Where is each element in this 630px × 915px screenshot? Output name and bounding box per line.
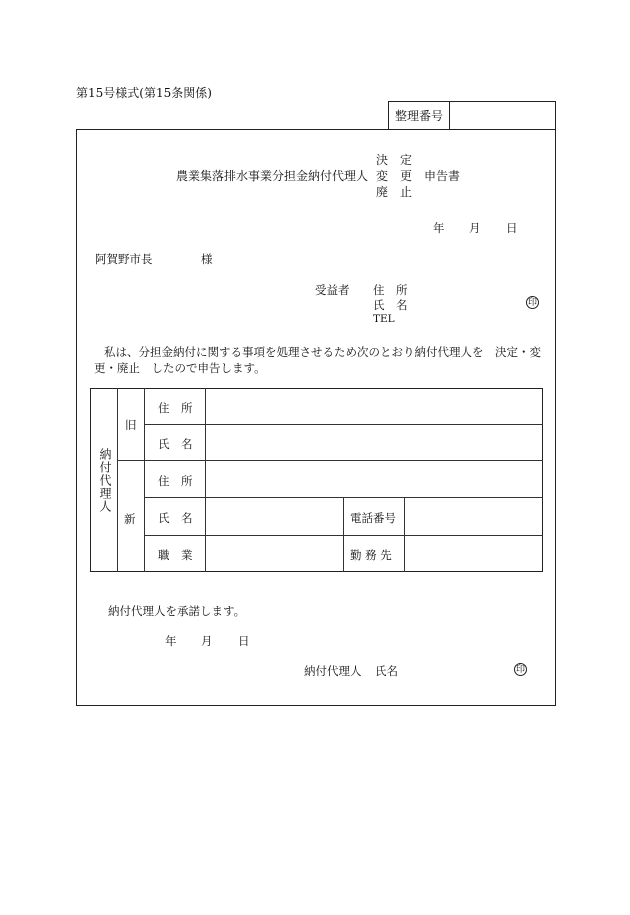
date-month: 月 — [469, 221, 481, 235]
title-option-henko: 変 更 — [376, 169, 413, 183]
table-vline-3 — [205, 388, 206, 572]
consent-name-label: 氏名 — [375, 664, 398, 678]
applicant-label: 受益者 — [315, 283, 350, 297]
addressee-name: 阿賀野市長 — [95, 252, 153, 266]
body-text-line1: 私は、分担金納付に関する事項を処理させるため次のとおり納付代理人を 決定・変 — [104, 345, 541, 359]
title-suffix: 申告書 — [424, 169, 461, 183]
title-option-haishi: 廃 止 — [376, 185, 413, 199]
applicant-tel-label: TEL — [373, 313, 395, 325]
addressee-honorific: 様 — [201, 252, 213, 266]
table-vline-2 — [144, 388, 145, 572]
applicant-address-label: 住 所 — [373, 283, 408, 297]
table-hline-2 — [117, 460, 543, 461]
consent-text: 納付代理人を承諾します。 — [108, 604, 246, 618]
seiri-bango-label: 整理番号 — [394, 109, 443, 123]
seiri-bango-box — [388, 101, 556, 130]
applicant-name-label: 氏 名 — [373, 298, 408, 312]
table-old-address-label: 住 所 — [158, 401, 193, 415]
table-hline-1 — [144, 424, 543, 425]
table-new-occupation-label: 職 業 — [158, 548, 193, 562]
applicant-seal-icon: 印 — [527, 298, 537, 308]
table-new-name-label: 氏 名 — [158, 511, 193, 525]
consent-seal-icon: 印 — [515, 665, 525, 675]
consent-agent-label: 納付代理人 — [304, 664, 362, 678]
table-hline-3 — [144, 497, 543, 498]
table-new-phone-label: 電話番号 — [350, 511, 396, 525]
table-old-label: 旧 — [125, 418, 137, 432]
consent-month: 月 — [201, 634, 213, 648]
consent-year: 年 — [165, 634, 177, 648]
table-vline-1 — [117, 388, 118, 572]
date-day: 日 — [506, 221, 518, 235]
title-option-kettei: 決 定 — [376, 153, 413, 167]
body-text-line2: 更・廃止 したので申告します。 — [94, 361, 266, 375]
table-new-workplace-label: 勤 務 先 — [350, 548, 392, 562]
date-year: 年 — [433, 221, 445, 235]
table-new-label: 新 — [124, 512, 136, 526]
form-number: 第15号様式(第15条関係) — [76, 86, 212, 100]
seiri-divider — [449, 102, 450, 129]
title-main: 農業集落排水事業分担金納付代理人 — [176, 169, 369, 183]
consent-day: 日 — [238, 634, 250, 648]
table-new-address-label: 住 所 — [158, 474, 193, 488]
table-hline-4 — [144, 535, 543, 536]
table-old-name-label: 氏 名 — [158, 437, 193, 451]
table-side-label: 納付代理人 — [98, 448, 112, 513]
